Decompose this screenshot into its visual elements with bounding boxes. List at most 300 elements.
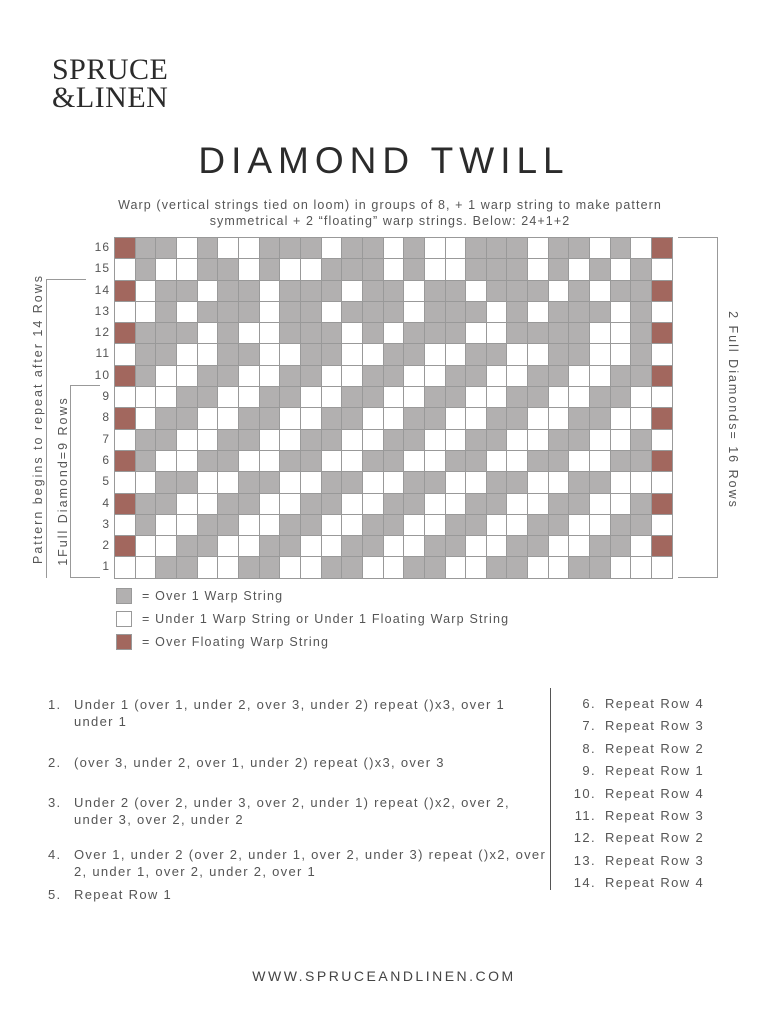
grid-cell — [507, 281, 528, 302]
grid-cell — [239, 344, 260, 365]
grid-cell — [342, 302, 363, 323]
grid-cell — [156, 494, 177, 515]
row-number: 5 — [102, 474, 110, 489]
grid-cell — [115, 472, 136, 493]
grid-cell — [342, 472, 363, 493]
grid-cell — [260, 536, 281, 557]
grid-cell — [466, 472, 487, 493]
grid-cell — [590, 408, 611, 429]
grid-cell — [115, 323, 136, 344]
grid-cell — [322, 281, 343, 302]
grid-cell — [136, 281, 157, 302]
grid-cell — [528, 302, 549, 323]
grid-cell — [446, 536, 467, 557]
grid-cell — [239, 366, 260, 387]
grid-cell — [631, 387, 652, 408]
grid-cell — [446, 323, 467, 344]
grid-cell — [425, 430, 446, 451]
grid-cell — [363, 451, 384, 472]
step-number: 14. — [573, 875, 596, 891]
grid-cell — [218, 430, 239, 451]
grid-cell — [528, 472, 549, 493]
grid-cell — [218, 281, 239, 302]
grid-cell — [507, 408, 528, 429]
grid-cell — [590, 515, 611, 536]
grid-cell — [549, 387, 570, 408]
grid-cell — [631, 366, 652, 387]
grid-cell — [569, 408, 590, 429]
grid-cell — [425, 344, 446, 365]
grid-cell — [239, 387, 260, 408]
grid-cell — [322, 430, 343, 451]
row-number: 12 — [94, 325, 110, 340]
grid-cell — [280, 281, 301, 302]
grid-cell — [631, 259, 652, 280]
grid-cell — [342, 323, 363, 344]
grid-cell — [487, 344, 508, 365]
grid-cell — [569, 259, 590, 280]
grid-cell — [384, 557, 405, 578]
grid-cell — [280, 387, 301, 408]
grid-cell — [384, 281, 405, 302]
grid-cell — [280, 536, 301, 557]
grid-cell — [611, 472, 632, 493]
grid-cell — [115, 259, 136, 280]
grid-cell — [177, 515, 198, 536]
grid-cell — [507, 451, 528, 472]
grid-cell — [466, 238, 487, 259]
grid-cell — [652, 494, 673, 515]
grid-cell — [260, 494, 281, 515]
step-number: 7. — [582, 718, 596, 734]
grid-cell — [384, 408, 405, 429]
grid-cell — [260, 344, 281, 365]
row-number: 1 — [102, 559, 110, 574]
grid-cell — [239, 302, 260, 323]
grid-cell — [156, 557, 177, 578]
grid-cell — [156, 515, 177, 536]
grid-cell — [136, 366, 157, 387]
grid-cell — [239, 557, 260, 578]
grid-cell — [198, 259, 219, 280]
grid-cell — [177, 451, 198, 472]
grid-cell — [404, 451, 425, 472]
grid-cell — [611, 408, 632, 429]
grid-cell — [198, 557, 219, 578]
grid-cell — [177, 494, 198, 515]
grid-cell — [342, 536, 363, 557]
grid-cell — [404, 536, 425, 557]
grid-cell — [384, 430, 405, 451]
grid-cell — [115, 366, 136, 387]
grid-cell — [260, 472, 281, 493]
grid-cell — [631, 472, 652, 493]
grid-cell — [115, 387, 136, 408]
grid-cell — [280, 451, 301, 472]
page-title: DIAMOND TWILL — [198, 140, 570, 181]
grid-cell — [652, 536, 673, 557]
grid-cell — [404, 494, 425, 515]
grid-cell — [487, 281, 508, 302]
legend-item — [116, 584, 509, 607]
grid-cell — [342, 451, 363, 472]
grid-cell — [549, 451, 570, 472]
grid-cell — [507, 472, 528, 493]
grid-cell — [363, 472, 384, 493]
grid-cell — [446, 494, 467, 515]
grid-cell — [569, 281, 590, 302]
grid-cell — [652, 281, 673, 302]
grid-cell — [590, 281, 611, 302]
grid-cell — [136, 344, 157, 365]
row-number: 11 — [95, 346, 110, 361]
grid-cell — [136, 472, 157, 493]
grid-cell — [115, 557, 136, 578]
grid-cell — [404, 238, 425, 259]
grid-cell — [280, 238, 301, 259]
grid-cell — [218, 344, 239, 365]
grid-cell — [652, 344, 673, 365]
step-text: Repeat Row 1 — [74, 887, 172, 902]
grid-cell — [466, 557, 487, 578]
grid-cell — [177, 323, 198, 344]
grid-cell — [198, 302, 219, 323]
grid-cell — [487, 451, 508, 472]
grid-cell — [156, 323, 177, 344]
grid-cell — [528, 344, 549, 365]
grid-cell — [631, 344, 652, 365]
grid-cell — [404, 387, 425, 408]
grid-cell — [218, 387, 239, 408]
grid-cell — [425, 536, 446, 557]
grid-cell — [342, 515, 363, 536]
grid-cell — [631, 323, 652, 344]
grid-cell — [507, 366, 528, 387]
grid-cell — [156, 387, 177, 408]
step-number: 2. — [48, 755, 62, 770]
grid-cell — [322, 366, 343, 387]
grid-cell — [115, 451, 136, 472]
grid-cell — [218, 408, 239, 429]
grid-cell — [322, 557, 343, 578]
grid-cell — [528, 281, 549, 302]
grid-cell — [446, 515, 467, 536]
grid-cell — [260, 302, 281, 323]
grid-cell — [652, 259, 673, 280]
legend-item — [116, 630, 509, 653]
grid-cell — [384, 515, 405, 536]
grid-cell — [239, 281, 260, 302]
instruction-step — [560, 830, 704, 845]
grid-cell — [301, 430, 322, 451]
instruction-step — [560, 763, 704, 778]
grid-cell — [549, 536, 570, 557]
grid-cell — [404, 323, 425, 344]
grid-cell — [136, 259, 157, 280]
grid-cell — [590, 494, 611, 515]
grid-cell — [611, 238, 632, 259]
grid-cell — [218, 472, 239, 493]
grid-cell — [425, 366, 446, 387]
grid-cell — [218, 515, 239, 536]
grid-cell — [507, 536, 528, 557]
grid-cell — [177, 472, 198, 493]
row-number: 10 — [94, 367, 110, 382]
row-number: 2 — [102, 538, 110, 553]
legend-item — [116, 607, 509, 630]
grid-cell — [342, 557, 363, 578]
grid-cell — [363, 366, 384, 387]
grid-cell — [363, 302, 384, 323]
grid-cell — [322, 259, 343, 280]
grid-cell — [260, 238, 281, 259]
grid-cell — [487, 536, 508, 557]
grid-cell — [466, 366, 487, 387]
grid-cell — [301, 451, 322, 472]
grid-cell — [487, 515, 508, 536]
grid-cell — [425, 472, 446, 493]
grid-cell — [301, 557, 322, 578]
grid-cell — [115, 302, 136, 323]
grid-cell — [652, 323, 673, 344]
grid-cell — [342, 430, 363, 451]
grid-cell — [136, 387, 157, 408]
grid-cell — [507, 494, 528, 515]
grid-cell — [528, 515, 549, 536]
grid-cell — [322, 387, 343, 408]
grid-cell — [549, 515, 570, 536]
grid-cell — [177, 302, 198, 323]
grid-cell — [301, 238, 322, 259]
grid-cell — [198, 408, 219, 429]
grid-cell — [631, 408, 652, 429]
grid-cell — [218, 536, 239, 557]
grid-cell — [466, 536, 487, 557]
grid-cell — [322, 238, 343, 259]
grid-cell — [342, 387, 363, 408]
step-text: Over 1, under 2 (over 2, under 1, over 2, under 3) repeat ()x2, over 2, under 1, over 2, under 2, over 1 — [74, 847, 547, 879]
grid-cell — [446, 430, 467, 451]
grid-cell — [487, 259, 508, 280]
grid-cell — [611, 536, 632, 557]
grid-cell — [136, 408, 157, 429]
grid-cell — [528, 408, 549, 429]
step-number: 3. — [48, 795, 62, 810]
grid-cell — [384, 323, 405, 344]
grid-cell — [198, 472, 219, 493]
grid-cell — [136, 494, 157, 515]
grid-cell — [652, 387, 673, 408]
grid-cell — [528, 387, 549, 408]
grid-cell — [590, 366, 611, 387]
grid-cell — [156, 259, 177, 280]
grid-cell — [611, 323, 632, 344]
grid-cell — [280, 408, 301, 429]
grid-cell — [322, 344, 343, 365]
grid-cell — [425, 323, 446, 344]
grid-cell — [260, 515, 281, 536]
grid-cell — [301, 515, 322, 536]
grid-cell — [156, 238, 177, 259]
grid-cell — [177, 430, 198, 451]
instruction-step — [560, 786, 704, 801]
logo-line-2: &LINEN — [52, 81, 169, 114]
grid-cell — [384, 238, 405, 259]
grid-cell — [631, 302, 652, 323]
grid-cell — [487, 408, 508, 429]
grid-cell — [528, 323, 549, 344]
grid-cell — [631, 451, 652, 472]
grid-cell — [198, 344, 219, 365]
grid-cell — [136, 302, 157, 323]
grid-cell — [322, 536, 343, 557]
grid-cell — [631, 430, 652, 451]
grid-cell — [136, 536, 157, 557]
grid-cell — [549, 557, 570, 578]
grid-cell — [322, 472, 343, 493]
grid-cell — [136, 451, 157, 472]
grid-cell — [198, 323, 219, 344]
full-diamonds-bracket — [678, 237, 718, 578]
brand-logo — [52, 53, 169, 114]
grid-cell — [528, 259, 549, 280]
grid-cell — [322, 494, 343, 515]
grid-cell — [404, 302, 425, 323]
grid-cell — [280, 494, 301, 515]
grid-cell — [404, 259, 425, 280]
grid-cell — [487, 472, 508, 493]
grid-cell — [136, 515, 157, 536]
grid-cell — [590, 451, 611, 472]
grid-cell — [363, 494, 384, 515]
grid-cell — [549, 259, 570, 280]
grid-cell — [507, 238, 528, 259]
grid-cell — [177, 344, 198, 365]
grid-cell — [487, 238, 508, 259]
grid-cell — [342, 344, 363, 365]
grid-cell — [569, 238, 590, 259]
grid-cell — [260, 557, 281, 578]
grid-cell — [384, 302, 405, 323]
grid-cell — [549, 323, 570, 344]
step-text: Repeat Row 4 — [605, 875, 705, 891]
grid-cell — [652, 557, 673, 578]
grid-cell — [466, 344, 487, 365]
grid-cell — [156, 472, 177, 493]
grid-cell — [342, 408, 363, 429]
step-number: 9. — [582, 763, 596, 779]
grid-cell — [528, 238, 549, 259]
step-text: (over 3, under 2, over 1, under 2) repeat ()x3, over 3 — [74, 755, 445, 770]
step-text: Repeat Row 1 — [605, 763, 705, 779]
legend — [116, 584, 509, 653]
grid-cell — [549, 408, 570, 429]
step-text: Repeat Row 3 — [605, 808, 705, 823]
step-number: 11. — [574, 808, 596, 823]
grid-cell — [115, 536, 136, 557]
grid-cell — [260, 451, 281, 472]
grid-cell — [198, 387, 219, 408]
grid-cell — [466, 323, 487, 344]
grid-cell — [301, 408, 322, 429]
grid-cell — [363, 515, 384, 536]
grid-cell — [487, 302, 508, 323]
grid-cell — [218, 494, 239, 515]
grid-cell — [507, 323, 528, 344]
grid-cell — [218, 238, 239, 259]
grid-cell — [569, 366, 590, 387]
grid-cell — [363, 430, 384, 451]
grid-cell — [446, 387, 467, 408]
grid-cell — [363, 259, 384, 280]
grid-cell — [260, 323, 281, 344]
grid-cell — [156, 366, 177, 387]
diamond-label: 1Full Diamond=9 Rows — [56, 396, 70, 566]
step-number: 6. — [582, 696, 596, 711]
step-number: 5. — [48, 887, 62, 902]
row-number: 6 — [102, 452, 110, 467]
grid-cell — [549, 344, 570, 365]
grid-cell — [590, 557, 611, 578]
grid-cell — [569, 472, 590, 493]
grid-cell — [507, 515, 528, 536]
grid-cell — [280, 259, 301, 280]
grid-cell — [363, 323, 384, 344]
grid-cell — [363, 557, 384, 578]
grid-cell — [569, 323, 590, 344]
grid-cell — [652, 366, 673, 387]
grid-cell — [115, 430, 136, 451]
grid-cell — [652, 515, 673, 536]
grid-cell — [363, 536, 384, 557]
grid-cell — [549, 366, 570, 387]
grid-cell — [590, 472, 611, 493]
grid-cell — [569, 302, 590, 323]
grid-cell — [115, 408, 136, 429]
grid-cell — [177, 366, 198, 387]
grid-cell — [446, 472, 467, 493]
grid-cell — [404, 281, 425, 302]
grid-cell — [280, 430, 301, 451]
grid-cell — [239, 323, 260, 344]
grid-cell — [466, 430, 487, 451]
grid-cell — [260, 430, 281, 451]
step-text: Repeat Row 4 — [605, 696, 705, 711]
grid-cell — [487, 323, 508, 344]
grid-cell — [611, 366, 632, 387]
grid-cell — [280, 472, 301, 493]
weaving-grid-wrapper — [114, 237, 673, 579]
grid-cell — [487, 387, 508, 408]
instruction-step — [560, 875, 704, 890]
grid-cell — [569, 515, 590, 536]
grid-cell — [301, 344, 322, 365]
grid-cell — [528, 557, 549, 578]
grid-cell — [590, 536, 611, 557]
row-number: 13 — [94, 303, 110, 318]
step-text: Repeat Row 2 — [605, 740, 705, 756]
grid-cell — [280, 323, 301, 344]
grid-cell — [611, 259, 632, 280]
grid-cell — [384, 451, 405, 472]
grid-cell — [528, 451, 549, 472]
instruction-step — [560, 741, 704, 756]
grid-cell — [528, 494, 549, 515]
grid-cell — [404, 557, 425, 578]
grid-cell — [301, 302, 322, 323]
grid-cell — [363, 281, 384, 302]
grid-cell — [446, 281, 467, 302]
